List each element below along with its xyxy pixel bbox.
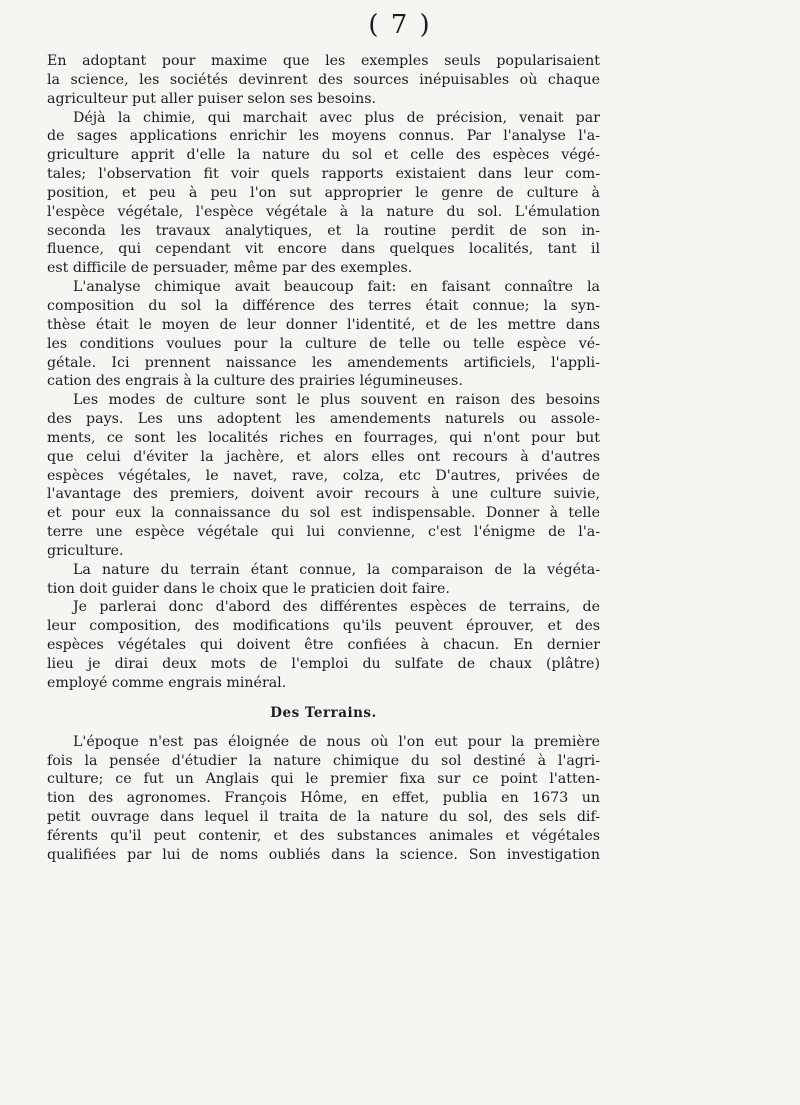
- text-line: cation des engrais à la culture des prairies légumineuses.: [47, 373, 463, 390]
- text-line: tion doit guider dans le choix que le praticien doit faire.: [47, 580, 450, 597]
- text-line: position, et peu à peu l'on sut approprier le genre de culture à: [47, 184, 600, 201]
- paragraph: [47, 391, 600, 561]
- text-line: agriculteur put aller puiser selon ses besoins.: [47, 90, 377, 107]
- text-line: culture; ce fut un Anglais qui le premier fixa sur ce point l'atten-: [47, 771, 600, 788]
- text-line: l'avantage des premiers, doivent avoir recours à une culture suivie,: [47, 486, 600, 503]
- body-text: [47, 52, 600, 865]
- paragraph: [47, 561, 600, 599]
- text-line: L'époque n'est pas éloignée de nous où l'on eut pour la première: [73, 733, 600, 750]
- text-line: thèse était le moyen de leur donner l'identité, et de les mettre dans: [47, 316, 600, 333]
- text-line: L'analyse chimique avait beaucoup fait: en faisant connaître la: [73, 279, 600, 296]
- paragraph: [47, 52, 600, 109]
- text-line: que celui d'éviter la jachère, et alors elles ont recours à d'autres: [47, 448, 600, 465]
- paragraphs-after-heading: [47, 733, 600, 865]
- text-line: griculture.: [47, 542, 124, 559]
- paragraph: [47, 733, 600, 865]
- text-line: de sages applications enrichir les moyens connus. Par l'analyse l'a-: [47, 128, 600, 145]
- paragraph: [47, 278, 600, 391]
- text-line: férents qu'il peut contenir, et des substances animales et végétales: [47, 827, 600, 844]
- text-line: terre une espèce végétale qui lui convienne, c'est l'énigme de l'a-: [47, 524, 600, 541]
- section-heading: Des Terrains.: [270, 704, 377, 721]
- text-line: La nature du terrain étant connue, la comparaison de la végéta-: [73, 561, 600, 578]
- text-line: espèces végétales qui doivent être confiées à chacun. En dernier: [47, 637, 600, 654]
- text-line: En adoptant pour maxime que les exemples seuls popularisaient: [47, 53, 600, 69]
- text-line: gétale. Ici prennent naissance les amendements artificiels, l'appli-: [47, 354, 600, 371]
- text-line: griculture apprit d'elle la nature du sol et celle des espèces végé-: [47, 147, 600, 164]
- text-line: fluence, qui cependant vit encore dans quelques localités, tant il: [47, 241, 600, 258]
- text-line: leur composition, des modifications qu'ils peuvent éprouver, et des: [47, 618, 600, 635]
- text-line: des pays. Les uns adoptent les amendements naturels ou assole-: [47, 411, 600, 428]
- text-line: qualifiées par lui de noms oubliés dans la science. Son investigation: [47, 846, 600, 863]
- text-line: la science, les sociétés devinrent des sources inépuisables où chaque: [47, 71, 600, 88]
- text-line: Déjà la chimie, qui marchait avec plus de précision, venait par: [73, 109, 600, 126]
- text-line: Les modes de culture sont le plus souvent en raison des besoins: [73, 392, 600, 409]
- text-line: composition du sol la différence des terres était connue; la syn-: [47, 297, 600, 314]
- text-line: ments, ce sont les localités riches en fourrages, qui n'ont pour but: [47, 429, 600, 446]
- text-line: tales; l'observation fit voir quels rapports existaient dans leur com-: [47, 166, 600, 183]
- text-line: espèces végétales, le navet, rave, colza, etc D'autres, privées de: [47, 467, 600, 484]
- text-line: tion des agronomes. François Hôme, en effet, publia en 1673 un: [47, 790, 600, 807]
- text-line: fois la pensée d'étudier la nature chimique du sol destiné à l'agri-: [47, 752, 600, 769]
- paragraph: [47, 598, 600, 692]
- text-line: l'espèce végétale, l'espèce végétale à la nature du sol. L'émulation: [47, 203, 600, 220]
- paragraph: [47, 109, 600, 279]
- paragraphs-before-heading: [47, 52, 600, 693]
- text-line: employé comme engrais minéral.: [47, 674, 287, 691]
- text-line: seconda les travaux analytiques, et la routine perdit de son in-: [47, 222, 600, 239]
- text-line: les conditions voulues pour la culture de telle ou telle espèce vé-: [47, 335, 600, 352]
- text-line: lieu je dirai deux mots de l'emploi du sulfate de chaux (plâtre): [47, 656, 600, 672]
- text-line: Je parlerai donc d'abord des différentes espèces de terrains, de: [73, 599, 600, 616]
- text-line: est difficile de persuader, même par des exemples.: [47, 260, 413, 277]
- text-line: et pour eux la connaissance du sol est indispensable. Donner à telle: [47, 505, 600, 522]
- page-number: ( 7 ): [368, 10, 432, 40]
- text-line: petit ouvrage dans lequel il traita de la nature du sol, des sels dif-: [47, 809, 600, 826]
